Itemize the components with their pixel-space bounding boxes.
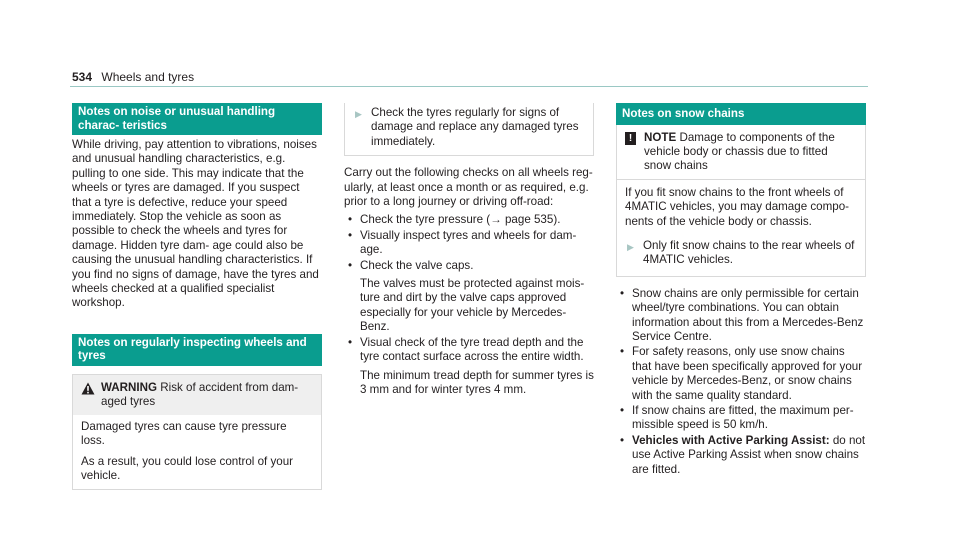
column-middle xyxy=(344,103,594,398)
note-header xyxy=(617,125,865,179)
page-header xyxy=(72,70,194,84)
checks-intro: Carry out the following checks on all wheels reg- ularly, at least once a month or as required, e.g. prior to a long journey or driving off-road: xyxy=(344,166,593,209)
warning-paragraph-1: Damaged tyres can cause tyre pressure loss. xyxy=(81,419,287,448)
page-number: 534 xyxy=(72,70,93,84)
column-right xyxy=(616,103,866,478)
step-arrow-icon: ▶ xyxy=(627,241,634,252)
snow-chain-list xyxy=(616,287,866,477)
list-item: • Snow chains are only permissible for certain wheel/tyre combinations. You can obtain information about this from a Mercedes-Benz Service Centre. xyxy=(620,286,864,343)
header-divider xyxy=(70,86,868,87)
list-item: • Vehicles with Active Parking Assist: do not use Active Parking Assist when snow chains are fitted. xyxy=(620,433,866,476)
warning-paragraph-2: As a result, you could lose control of your vehicle. xyxy=(81,454,294,482)
snow-heading: Notes on snow chains xyxy=(616,103,866,125)
warning-body xyxy=(73,415,321,490)
bullet-icon: • xyxy=(348,335,353,349)
list-item: • Check the valve caps. The valves must be protected against mois- ture and dirt by the valve caps approved especially for your vehicle by Mercedes-Benz. xyxy=(344,259,594,335)
inspect-heading: Notes on regularly inspecting wheels and tyres xyxy=(72,334,322,366)
note-step xyxy=(617,233,865,276)
note-paragraph: If you fit snow chains to the front wheels of 4MATIC vehicles, you may damage compo- nents of the vehicle body or chassis. xyxy=(625,185,850,228)
list-item: • For safety reasons, only use snow chains that have been specifically approved for your vehicle by Mercedes-Benz, or snow chains with the same quality standard. xyxy=(620,345,863,402)
inspect-step-text: Check the tyres regularly for signs of damage and replace any damaged tyres immediately. xyxy=(371,106,579,148)
inspect-step xyxy=(344,103,594,156)
warning-title: Risk of accident from dam- aged tyres xyxy=(101,380,299,409)
note-box xyxy=(616,125,866,277)
column-left xyxy=(72,103,322,490)
checks-list xyxy=(344,213,594,397)
bullet-icon: • xyxy=(620,286,625,300)
bullet-icon: • xyxy=(348,213,353,227)
list-item: • Visually inspect tyres and wheels for dam- age. xyxy=(348,228,577,257)
warning-label: WARNING xyxy=(101,380,158,394)
bullet-icon: • xyxy=(620,404,625,417)
bullet-icon: • xyxy=(620,433,625,447)
list-item: • Visual check of the tyre tread depth and the tyre contact surface across the entire width. The minimum tread depth for summer tyres is 3 mm and for winter tyres 4 mm. xyxy=(348,335,594,396)
bullet-icon: • xyxy=(348,258,353,272)
section-title: Wheels and tyres xyxy=(101,70,195,84)
warning-box xyxy=(72,374,322,490)
note-step-text: Only fit snow chains to the rear wheels of 4MATIC vehicles. xyxy=(643,238,855,267)
warning-triangle-icon xyxy=(81,382,95,410)
exclamation-icon: ! xyxy=(625,132,636,145)
list-item-detail: The minimum tread depth for summer tyres is 3 mm and for winter tyres 4 mm. xyxy=(360,368,594,396)
bullet-icon: • xyxy=(348,228,353,242)
noise-text: While driving, pay attention to vibrations, noises and unusual handling characteristics, e.g. pulling to one side. This may indicate that the wheels or tyres are damaged. If you suspect that a tyre is defective, reduce your speed immediately. Stop the vehicle as soon as possible to check the wheels and tyres for damage. Hidden tyre dam- age could also be causing the unusual handling characteristics. If you find no signs of damage, have the tyres and wheels checked at a qualified specialist workshop. xyxy=(72,138,319,310)
warning-header xyxy=(73,375,321,415)
list-item-detail: The valves must be protected against mois- ture and dirt by the valve caps approved especially for your vehicle by Mercedes-Benz. xyxy=(360,277,585,334)
bullet-icon: • xyxy=(620,345,625,359)
note-label: NOTE xyxy=(644,130,677,144)
list-item: • Check the tyre pressure (→ page 535). xyxy=(348,213,561,227)
note-title: Damage to components of the vehicle body or chassis due to fitted snow chains xyxy=(644,130,835,173)
step-arrow-icon: ▶ xyxy=(355,109,362,119)
list-item: • If snow chains are fitted, the maximum per- missible speed is 50 km/h. xyxy=(620,404,854,432)
noise-heading: Notes on noise or unusual handling charac- teristics xyxy=(72,103,322,135)
note-body xyxy=(617,179,865,233)
